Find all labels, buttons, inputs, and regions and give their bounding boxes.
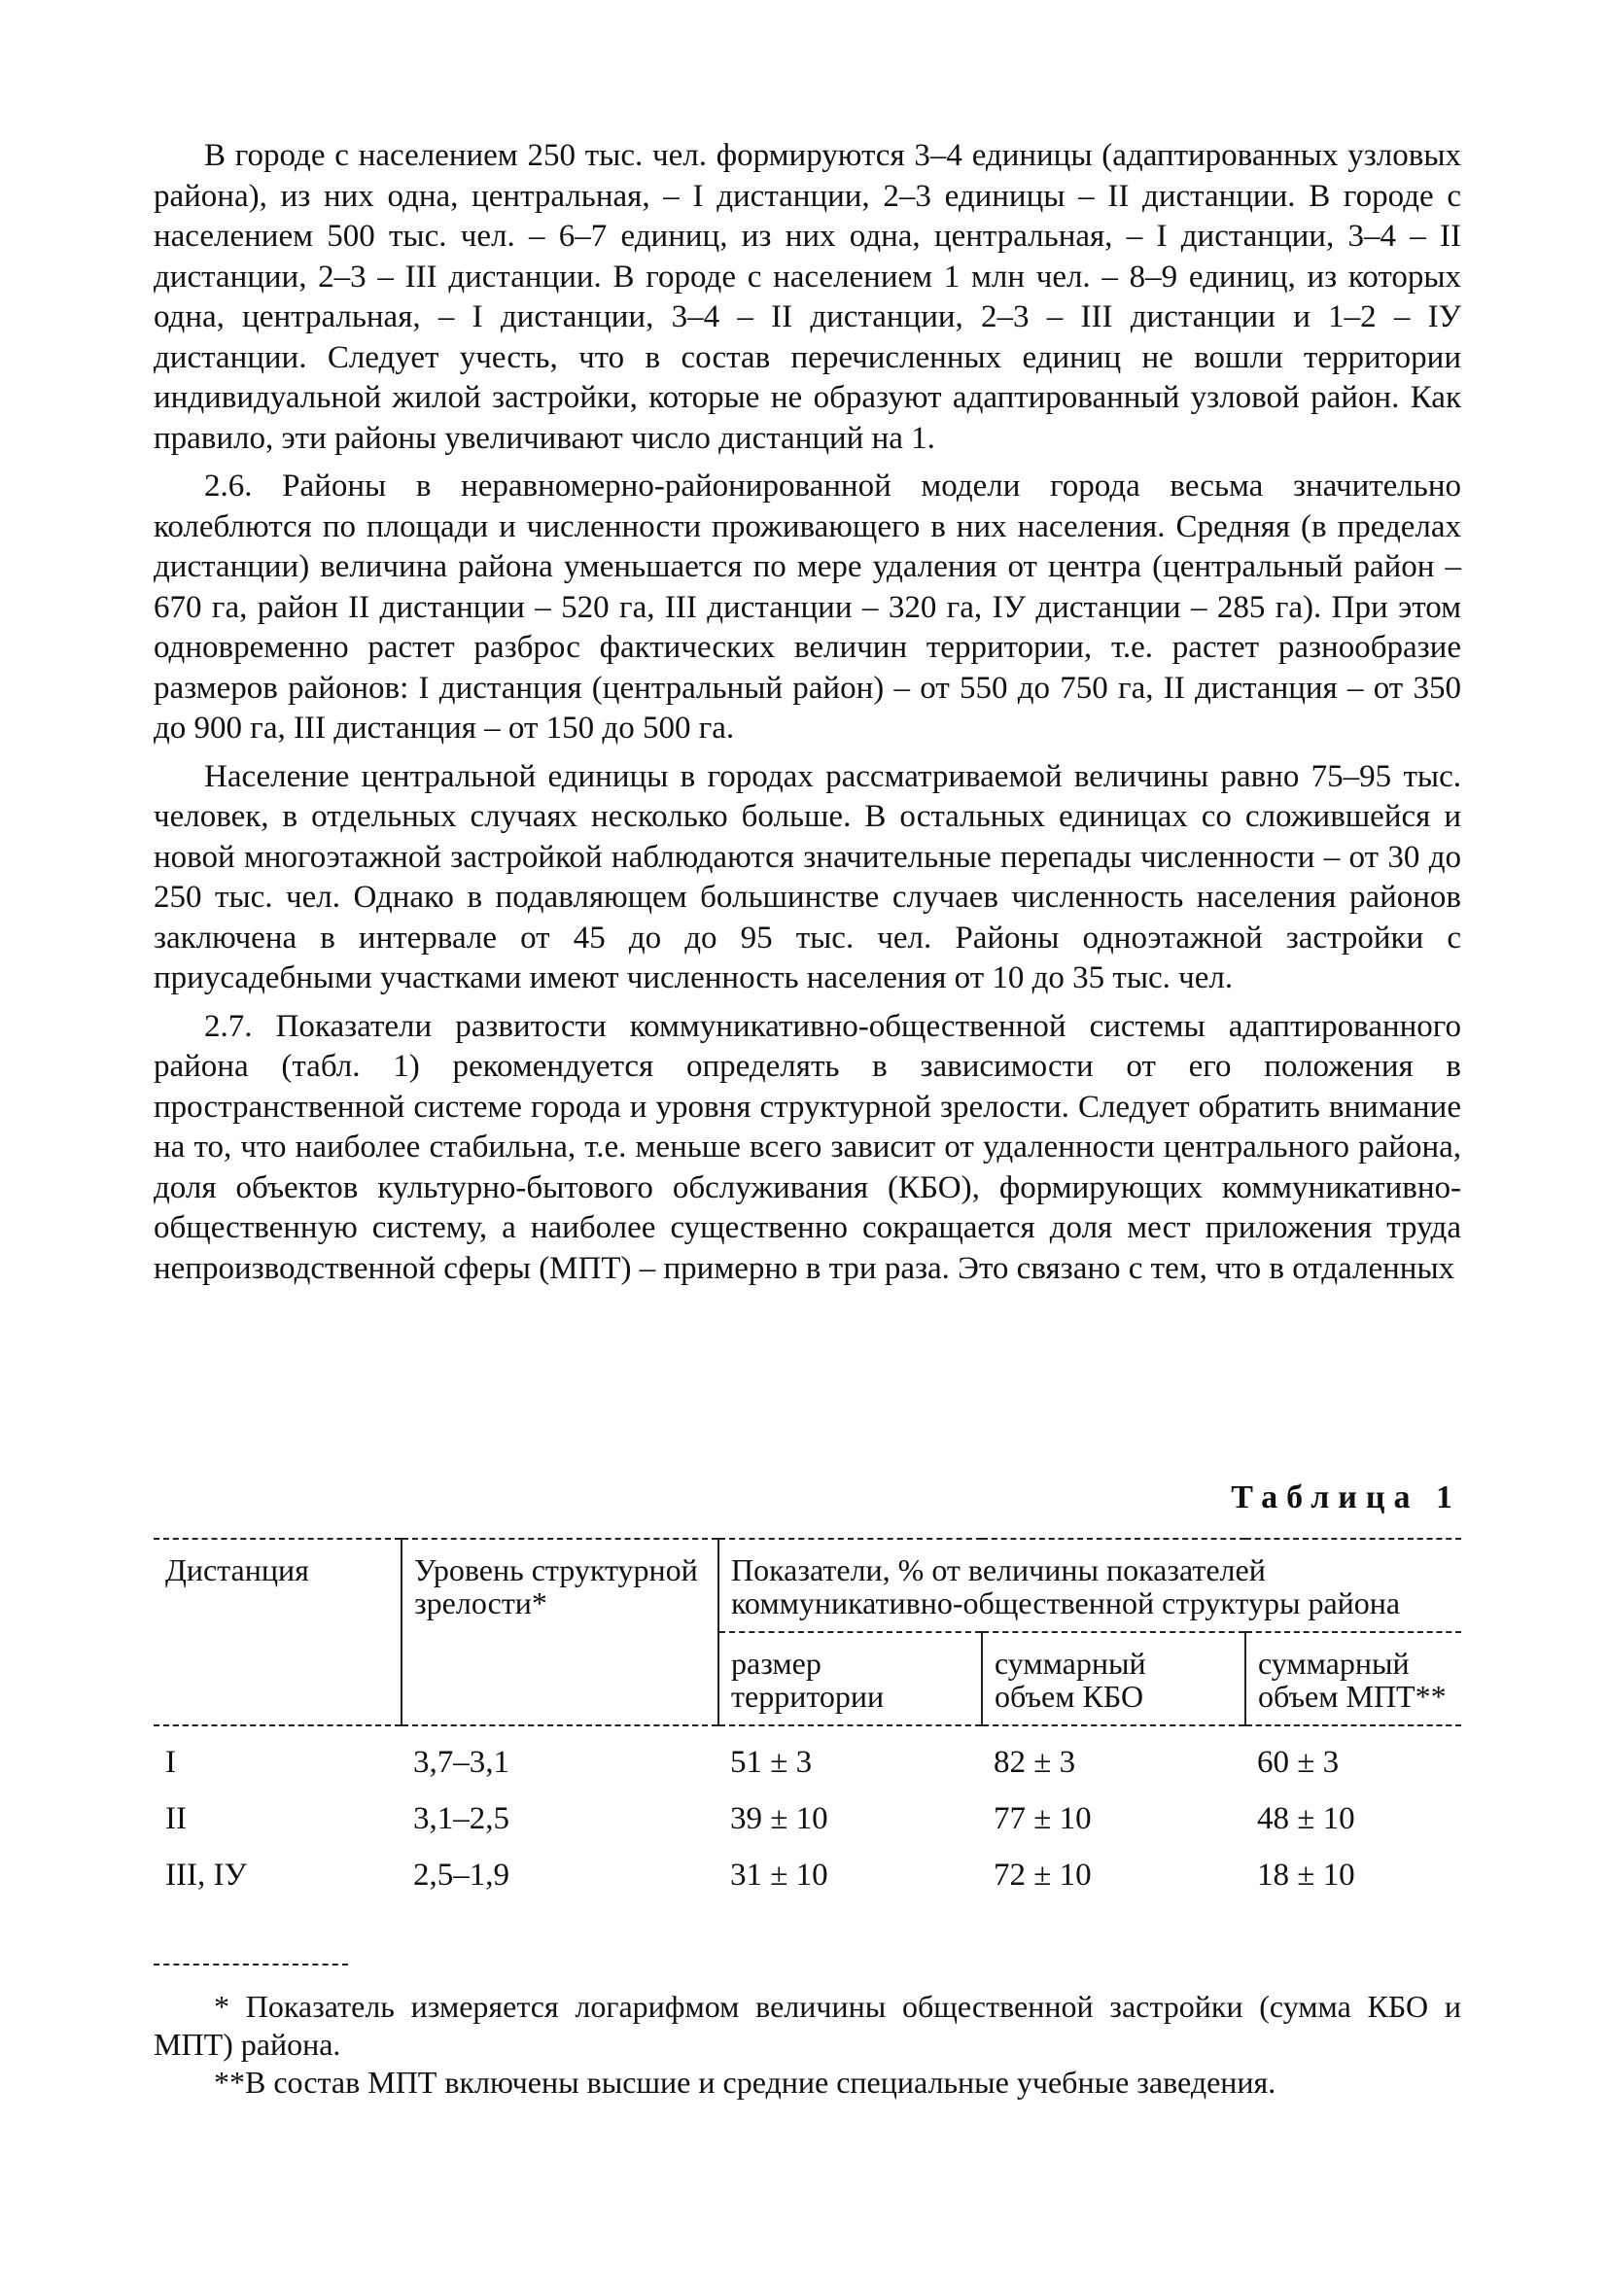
header-territory: размер территории xyxy=(718,1632,982,1725)
body-text xyxy=(154,136,1461,1289)
paragraph-1: В городе с населением 250 тыс. чел. формируются 3–4 единицы (адаптированных узловых района), из них одна, центральная, – I дистанции, 2–3 единицы – II дистанции. В городе с населением 500 тыс. чел. – 6–7 единиц, из них одна, центральная, – I дистанции, 3–4 – II дистанции, 2–3 – III дистанции. В городе с населением 1 млн чел. – 8–9 единиц, из которых одна, центральная, – I дистанции, 3–4 – II дистанции, 2–3 – III дистанции и 1–2 – IУ дистанции. Следует учесть, что в состав перечисленных единиц не вошли территории индивидуальной жилой застройки, которые не образуют адаптированный узловой район. Как правило, эти районы увеличивают число дистанций на 1. xyxy=(154,138,1461,456)
cell-kbo: 82 ± 3 xyxy=(994,1745,1076,1780)
header-mpt: суммарный объем МПТ** xyxy=(1245,1632,1461,1725)
header-kbo: суммарный объем КБО xyxy=(982,1632,1245,1725)
table-row xyxy=(154,1845,1461,1901)
paragraph-2: 2.6. Районы в неравномерно-районированной модели города весьма значительно колеблются по площади и численности проживающего в них населения. Средняя (в пределах дистанции) величина района уменьшается по мере удаления от центра (центральный район – 670 га, район II дистанции – 520 га, III дистанции – 320 га, IУ дистанции – 285 га). При этом одновременно растет разброс фактических величин территории, т.е. растет разнообразие размеров районов: I дистанция (центральный район) – от 550 до 750 га, II дистанция – от 350 до 900 га, III дистанция – от 150 до 500 га. xyxy=(154,469,1461,746)
cell-level: 2,5–1,9 xyxy=(413,1858,509,1893)
footnote-divider xyxy=(154,1964,348,1966)
paragraph-4: 2.7. Показатели развитости коммуникативно-общественной системы адаптированного района (табл. 1) рекомендуется определять в зависимости от его положения в пространственной системе города и уровня структурной зрелости. Следует обратить внимание на то, что наиболее стабильна, т.е. меньше всего зависит от удаленности центрального района, доля объектов культурно-бытового обслуживания (КБО), формирующих коммуникативно-общественную систему, а наиболее существенно сокращается доля мест приложения труда непроизводственной сферы (МПТ) – примерно в три раза. Это связано с тем, что в отдаленных xyxy=(154,1008,1461,1286)
header-level: Уровень структурной зрелости* xyxy=(402,1539,718,1725)
cell-territory: 31 ± 10 xyxy=(730,1858,828,1893)
footnotes xyxy=(154,1988,1461,2102)
paragraph-3: Население центральной единицы в городах рассматриваемой величины равно 75–95 тыс. человек, в отдельных случаях несколько больше. В остальных единицах со сложившейся и новой многоэтажной застройкой наблюдаются значительные перепады численности – от 30 до 250 тыс. чел. Однако в подавляющем большинстве случаев численность населения районов заключена в интервале от 45 до до 95 тыс. чел. Районы одноэтажной застройки с приусадебными участками имеют численность населения от 10 до 35 тыс. чел. xyxy=(154,758,1461,995)
footnote-1: * Показатель измеряется логарифмом величины общественной застройки (сумма КБО и МПТ) района. xyxy=(154,1989,1461,2062)
cell-mpt: 60 ± 3 xyxy=(1257,1745,1340,1780)
cell-level: 3,1–2,5 xyxy=(413,1801,509,1836)
indicators-table xyxy=(154,1538,1461,1901)
cell-mpt: 48 ± 10 xyxy=(1257,1801,1355,1836)
cell-territory: 51 ± 3 xyxy=(730,1745,813,1780)
cell-distance: III, IУ xyxy=(165,1858,247,1893)
cell-mpt: 18 ± 10 xyxy=(1257,1858,1355,1893)
cell-distance: II xyxy=(165,1801,187,1836)
cell-territory: 39 ± 10 xyxy=(730,1801,828,1836)
cell-kbo: 77 ± 10 xyxy=(994,1801,1092,1836)
footnote-2: **В состав МПТ включены высшие и средние специальные учебные заведения. xyxy=(214,2065,1276,2100)
cell-kbo: 72 ± 10 xyxy=(994,1858,1092,1893)
table-caption: Таблица 1 xyxy=(1231,1479,1461,1515)
header-indicators: Показатели, % от величины показателей коммуникативно-общественной структуры района xyxy=(718,1539,1461,1632)
table-row xyxy=(154,1725,1461,1789)
table-row xyxy=(154,1789,1461,1845)
cell-level: 3,7–3,1 xyxy=(413,1745,509,1780)
cell-distance: I xyxy=(165,1745,176,1780)
header-distance: Дистанция xyxy=(154,1539,402,1725)
